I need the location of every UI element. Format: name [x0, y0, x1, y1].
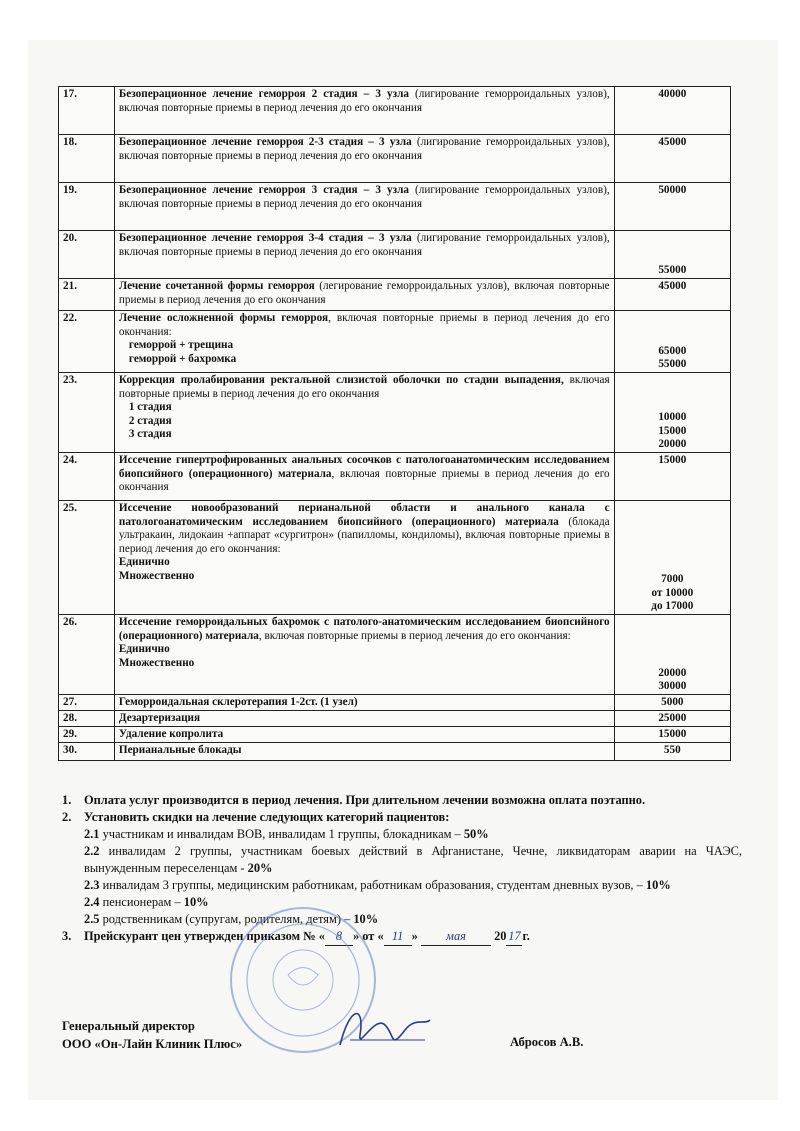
- service-description: Дезартеризация: [114, 711, 614, 727]
- price-table: [58, 86, 731, 761]
- order-number: 8: [325, 928, 353, 946]
- row-number: 17.: [59, 87, 115, 135]
- row-number: 25.: [59, 501, 115, 615]
- row-number: 28.: [59, 711, 115, 727]
- table-row: [59, 453, 731, 501]
- table-row: [59, 501, 731, 615]
- notes-section: [62, 792, 742, 946]
- sub-item: Единично: [118, 643, 170, 656]
- sub-item: геморрой + трещина: [128, 339, 234, 352]
- service-description: Лечение осложненной формы геморроя, включая повторные приемы в период лечения до его окончания: геморрой + трещина геморрой + бахромка: [114, 311, 614, 373]
- sub-item: Единично: [118, 556, 170, 569]
- service-price: 15000: [614, 453, 730, 501]
- service-description: Лечение сочетанной формы геморроя (легирование геморроидальных узлов), включая повторные приемы в период лечения до его окончания: [114, 279, 614, 311]
- table-row: [59, 727, 731, 743]
- table-row: [59, 743, 731, 761]
- row-number: 21.: [59, 279, 115, 311]
- order-day: 11: [384, 928, 412, 946]
- service-price: 40000: [614, 87, 730, 135]
- row-number: 27.: [59, 695, 115, 711]
- service-description: Безоперационное лечение геморроя 3 стадия – 3 узла (лигирование геморроидальных узлов), включая повторные приемы в период лечения до его окончания: [114, 183, 614, 231]
- note-3: 3. Прейскурант цен утвержден приказом № « 8 » от « 11 » мая 20 17 г.: [62, 928, 742, 946]
- service-description: Иссечение геморроидальных бахромок с патолого-анатомическим исследованием биопсийного (операционного) материала, включая повторные приемы в период лечения до его окончания: Единично Множественно: [114, 615, 614, 695]
- sub-item: Множественно: [118, 569, 195, 582]
- table-row: [59, 695, 731, 711]
- service-description: Безоперационное лечение геморроя 3-4 стадия – 3 узла (лигирование геморроидальных узлов), включая повторные приемы в период лечения до его окончания: [114, 231, 614, 279]
- row-number: 22.: [59, 311, 115, 373]
- table-row: [59, 231, 731, 279]
- service-description: Иссечение гипертрофированных анальных сосочков с патологоанатомическим исследованием биопсийного (операционного) материала, включая повторные приемы в период лечения до его окончания: [114, 453, 614, 501]
- service-price: 5000: [614, 695, 730, 711]
- service-description: Геморроидальная склеротерапия 1-2ст. (1 узел): [114, 695, 614, 711]
- discount-item: 2.2 инвалидам 2 группы, участникам боевых действий в Афганистане, Чечне, ликвидаторам аварии на ЧАЭС, вынужденным переселенцам - 20%: [84, 844, 742, 875]
- discount-item: 2.5 родственникам (супругам, родителям, детям) – 10%: [84, 912, 379, 926]
- service-description: Удаление копролита: [114, 727, 614, 743]
- service-price: 50000: [614, 183, 730, 231]
- sub-item: 1 стадия: [128, 401, 172, 414]
- note-1: 1. Оплата услуг производится в период лечения. При длительном лечении возможна оплата поэтапно.: [62, 793, 646, 807]
- note-2: 2. Установить скидки на лечение следующих категорий пациентов:: [62, 810, 450, 824]
- table-row: [59, 711, 731, 727]
- table-row: [59, 373, 731, 453]
- service-description: Коррекция пролабирования ректальной слизистой оболочки по стадии выпадения, включая повторные приемы в период лечения до его окончания 1 стадия 2 стадия 3 стадия: [114, 373, 614, 453]
- service-price: 45000: [614, 135, 730, 183]
- row-number: 29.: [59, 727, 115, 743]
- row-number: 20.: [59, 231, 115, 279]
- service-price: 20000 30000: [614, 615, 730, 695]
- discount-item: 2.4 пенсионерам – 10%: [84, 895, 209, 909]
- service-description: Перианальные блокады: [114, 743, 614, 761]
- table-row: [59, 311, 731, 373]
- table-row: [59, 615, 731, 695]
- row-number: 24.: [59, 453, 115, 501]
- handwritten-signature: [330, 995, 440, 1070]
- service-price: 45000: [614, 279, 730, 311]
- row-number: 18.: [59, 135, 115, 183]
- sub-item: 2 стадия: [128, 414, 172, 427]
- service-price: 10000 15000 20000: [614, 373, 730, 453]
- service-description: Иссечение новообразований перианальной области и анального канала с патологоанатомическим исследованием биопсийного (операционного) материала (блокада ультракаин, лидокаин +аппарат «сургитрон» (папилломы, кондиломы), включая повторные приемы в период лечения до его окончания: Единично Множественно: [114, 501, 614, 615]
- sub-item: 3 стадия: [128, 428, 172, 441]
- signatory-title: Генеральный директор ООО «Он-Лайн Клиник Плюс»: [62, 1019, 243, 1051]
- service-description: Безоперационное лечение геморроя 2 стадия – 3 узла (лигирование геморроидальных узлов), включая повторные приемы в период лечения до его окончания: [114, 87, 614, 135]
- service-price: 55000: [614, 231, 730, 279]
- service-price: 7000 от 10000 до 17000: [614, 501, 730, 615]
- table-row: [59, 135, 731, 183]
- table-row: [59, 87, 731, 135]
- service-price: 15000: [614, 727, 730, 743]
- sub-item: геморрой + бахромка: [128, 352, 237, 365]
- order-year: 17: [506, 928, 522, 946]
- service-price: 25000: [614, 711, 730, 727]
- table-row: [59, 279, 731, 311]
- sub-item: Множественно: [118, 656, 195, 669]
- service-price: 65000 55000: [614, 311, 730, 373]
- signatory-name: Абросов А.В.: [510, 1035, 584, 1049]
- service-description: Безоперационное лечение геморроя 2-3 стадия – 3 узла (лигирование геморроидальных узлов), включая повторные приемы в период лечения до его окончания: [114, 135, 614, 183]
- table-row: [59, 183, 731, 231]
- order-month: мая: [421, 928, 491, 946]
- row-number: 19.: [59, 183, 115, 231]
- row-number: 30.: [59, 743, 115, 761]
- discount-item: 2.1 участникам и инвалидам ВОВ, инвалидам 1 группы, блокадникам – 50%: [84, 827, 489, 841]
- service-price: 550: [614, 743, 730, 761]
- row-number: 23.: [59, 373, 115, 453]
- row-number: 26.: [59, 615, 115, 695]
- discount-item: 2.3 инвалидам 3 группы, медицинским работникам, работникам образования, студентам дневных вузов, – 10%: [84, 878, 671, 892]
